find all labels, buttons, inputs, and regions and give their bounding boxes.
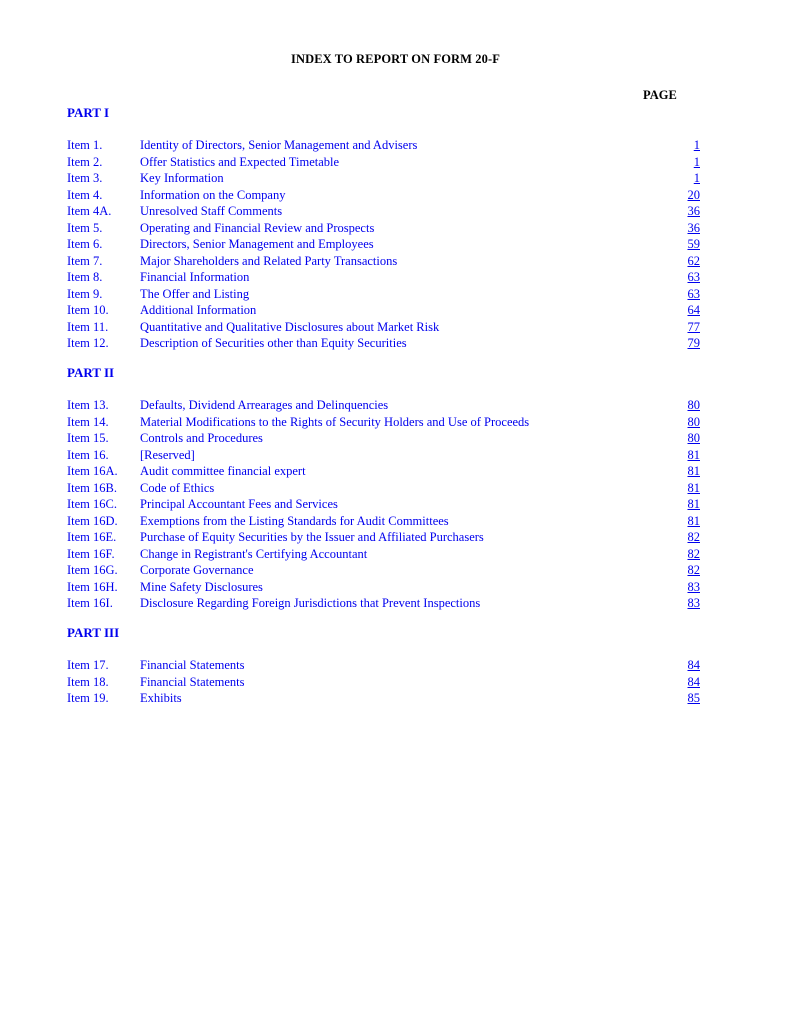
item-number-link[interactable]: Item 11.	[67, 319, 109, 334]
toc-row[interactable]	[0, 464, 791, 480]
item-number-link[interactable]: Item 16A.	[67, 464, 118, 478]
toc-row[interactable]	[0, 398, 791, 414]
item-number-link[interactable]: Item 1.	[67, 138, 103, 152]
item-title-link[interactable]: Financial Information	[140, 270, 250, 284]
item-number-link[interactable]: Item 6.	[67, 237, 103, 251]
item-title-link[interactable]: Material Modifications to the Rights of Security Holders and Use of Proceeds	[140, 414, 530, 429]
page-number-link[interactable]: 1	[693, 154, 700, 169]
page-title: INDEX TO REPORT ON FORM 20-F	[291, 52, 500, 66]
item-number-link[interactable]: Item 12.	[67, 336, 109, 350]
toc-row[interactable]	[0, 691, 791, 707]
page-number-link[interactable]: 79	[687, 336, 700, 350]
item-number-link[interactable]: Item 16.	[67, 447, 109, 462]
page-number-link[interactable]: 80	[687, 414, 700, 429]
page-number-link[interactable]: 81	[687, 480, 700, 495]
toc-row[interactable]	[0, 221, 791, 237]
toc-row[interactable]	[0, 287, 791, 303]
item-title-link[interactable]: Offer Statistics and Expected Timetable	[140, 154, 340, 169]
item-title-link[interactable]: Defaults, Dividend Arrearages and Delinquencies	[140, 398, 389, 412]
toc-row[interactable]	[0, 448, 791, 464]
item-number-link[interactable]: Item 14.	[67, 414, 109, 429]
item-number-link[interactable]: Item 5.	[67, 220, 103, 235]
page-number-link[interactable]: 85	[687, 691, 700, 705]
page-number-link[interactable]: 81	[687, 513, 700, 528]
item-title-link[interactable]: Exhibits	[140, 691, 182, 705]
toc-row[interactable]	[0, 254, 791, 270]
toc-row[interactable]	[0, 237, 791, 253]
part-heading[interactable]: PART II	[67, 365, 115, 380]
page-number-link[interactable]: 81	[687, 497, 700, 511]
page-number-link[interactable]: 36	[687, 220, 700, 235]
item-title-link[interactable]: Mine Safety Disclosures	[140, 579, 263, 594]
part-heading[interactable]: PART I	[67, 105, 110, 120]
toc-row[interactable]	[0, 303, 791, 319]
page-column-header: PAGE	[643, 88, 677, 102]
item-title-link[interactable]: Change in Registrant's Certifying Accountant	[140, 546, 368, 561]
toc-row[interactable]	[0, 204, 791, 220]
toc-row[interactable]	[0, 188, 791, 204]
item-number-link[interactable]: Item 9.	[67, 286, 103, 301]
item-title-link[interactable]: Directors, Senior Management and Employees	[140, 237, 374, 251]
page-number-link[interactable]: 81	[687, 447, 700, 462]
item-number-link[interactable]: Item 16F.	[67, 546, 115, 561]
item-number-link[interactable]: Item 3.	[67, 171, 103, 185]
item-number-link[interactable]: Item 16C.	[67, 497, 117, 511]
item-title-link[interactable]: Identity of Directors, Senior Management and Advisers	[140, 138, 418, 152]
item-number-link[interactable]: Item 19.	[67, 691, 109, 705]
item-number-link[interactable]: Item 4A.	[67, 204, 112, 218]
item-number-link[interactable]: Item 18.	[67, 674, 109, 689]
item-title-link[interactable]: Disclosure Regarding Foreign Jurisdictions that Prevent Inspections	[140, 596, 481, 610]
item-title-link[interactable]: Purchase of Equity Securities by the Issuer and Affiliated Purchasers	[140, 530, 484, 544]
item-number-link[interactable]: Item 16B.	[67, 480, 117, 495]
toc-row[interactable]	[0, 431, 791, 447]
page-number-link[interactable]: 80	[687, 431, 700, 445]
item-title-link[interactable]: Key Information	[140, 171, 224, 185]
page-number-link[interactable]: 77	[687, 319, 700, 334]
page-number-link[interactable]: 82	[687, 546, 700, 561]
toc-row[interactable]	[0, 415, 791, 431]
item-number-link[interactable]: Item 16H.	[67, 579, 118, 594]
item-number-link[interactable]: Item 17.	[67, 658, 109, 672]
item-number-link[interactable]: Item 16E.	[67, 530, 117, 544]
toc-row[interactable]	[0, 580, 791, 596]
page-number-link[interactable]: 36	[687, 204, 700, 218]
toc-row[interactable]	[0, 658, 791, 674]
toc-row[interactable]	[0, 596, 791, 612]
item-title-link[interactable]: Additional Information	[140, 303, 257, 317]
page-number-link[interactable]: 1	[693, 171, 700, 185]
toc-row[interactable]	[0, 320, 791, 336]
toc-row[interactable]	[0, 497, 791, 513]
item-title-link[interactable]: Corporate Governance	[140, 563, 254, 577]
page-number-link[interactable]: 20	[687, 187, 700, 202]
toc-row[interactable]	[0, 514, 791, 530]
item-title-link[interactable]: Operating and Financial Review and Prospects	[140, 220, 375, 235]
item-title-link[interactable]: Unresolved Staff Comments	[140, 204, 283, 218]
item-number-link[interactable]: Item 16I.	[67, 596, 113, 610]
item-number-link[interactable]: Item 10.	[67, 303, 109, 317]
part-heading[interactable]: PART III	[67, 625, 120, 640]
toc-row[interactable]	[0, 270, 791, 286]
page-number-link[interactable]: 62	[687, 253, 700, 268]
page-number-link[interactable]: 84	[687, 658, 700, 672]
page-number-link[interactable]: 84	[687, 674, 700, 689]
item-title-link[interactable]: Information on the Company	[140, 187, 286, 202]
page-number-link[interactable]: 80	[687, 398, 700, 412]
item-title-link[interactable]: The Offer and Listing	[140, 286, 250, 301]
page-number-link[interactable]: 63	[687, 286, 700, 301]
item-number-link[interactable]: Item 16D.	[67, 513, 118, 528]
item-title-link[interactable]: Exemptions from the Listing Standards for Audit Committees	[140, 513, 449, 528]
toc-row[interactable]	[0, 563, 791, 579]
toc-row[interactable]	[0, 675, 791, 691]
item-number-link[interactable]: Item 7.	[67, 253, 103, 268]
page-number-link[interactable]: 82	[687, 530, 700, 544]
item-title-link[interactable]: [Reserved]	[140, 447, 195, 462]
item-title-link[interactable]: Code of Ethics	[140, 480, 215, 495]
page-number-link[interactable]: 82	[687, 563, 700, 577]
item-number-link[interactable]: Item 13.	[67, 398, 109, 412]
item-title-link[interactable]: Controls and Procedures	[140, 431, 263, 445]
page-number-link[interactable]: 63	[687, 270, 700, 284]
toc-row[interactable]	[0, 547, 791, 563]
item-title-link[interactable]: Financial Statements	[140, 674, 245, 689]
item-number-link[interactable]: Item 16G.	[67, 563, 118, 577]
item-number-link[interactable]: Item 8.	[67, 270, 103, 284]
item-title-link[interactable]: Major Shareholders and Related Party Transactions	[140, 253, 398, 268]
page-number-link[interactable]: 1	[693, 138, 700, 152]
toc-row[interactable]	[0, 171, 791, 187]
item-title-link[interactable]: Description of Securities other than Equity Securities	[140, 336, 407, 350]
item-title-link[interactable]: Quantitative and Qualitative Disclosures about Market Risk	[140, 319, 440, 334]
item-title-link[interactable]: Financial Statements	[140, 658, 245, 672]
item-number-link[interactable]: Item 4.	[67, 187, 103, 202]
page-number-link[interactable]: 83	[687, 579, 700, 594]
page-number-link[interactable]: 64	[687, 303, 700, 317]
toc-row[interactable]	[0, 336, 791, 352]
page-number-link[interactable]: 83	[687, 596, 700, 610]
toc-row[interactable]	[0, 530, 791, 546]
item-number-link[interactable]: Item 15.	[67, 431, 109, 445]
page-number-link[interactable]: 59	[687, 237, 700, 251]
toc-row[interactable]	[0, 138, 791, 154]
toc-row[interactable]	[0, 481, 791, 497]
toc-row[interactable]	[0, 155, 791, 171]
item-number-link[interactable]: Item 2.	[67, 154, 103, 169]
item-title-link[interactable]: Principal Accountant Fees and Services	[140, 497, 338, 511]
item-title-link[interactable]: Audit committee financial expert	[140, 464, 306, 478]
page-number-link[interactable]: 81	[687, 464, 700, 478]
